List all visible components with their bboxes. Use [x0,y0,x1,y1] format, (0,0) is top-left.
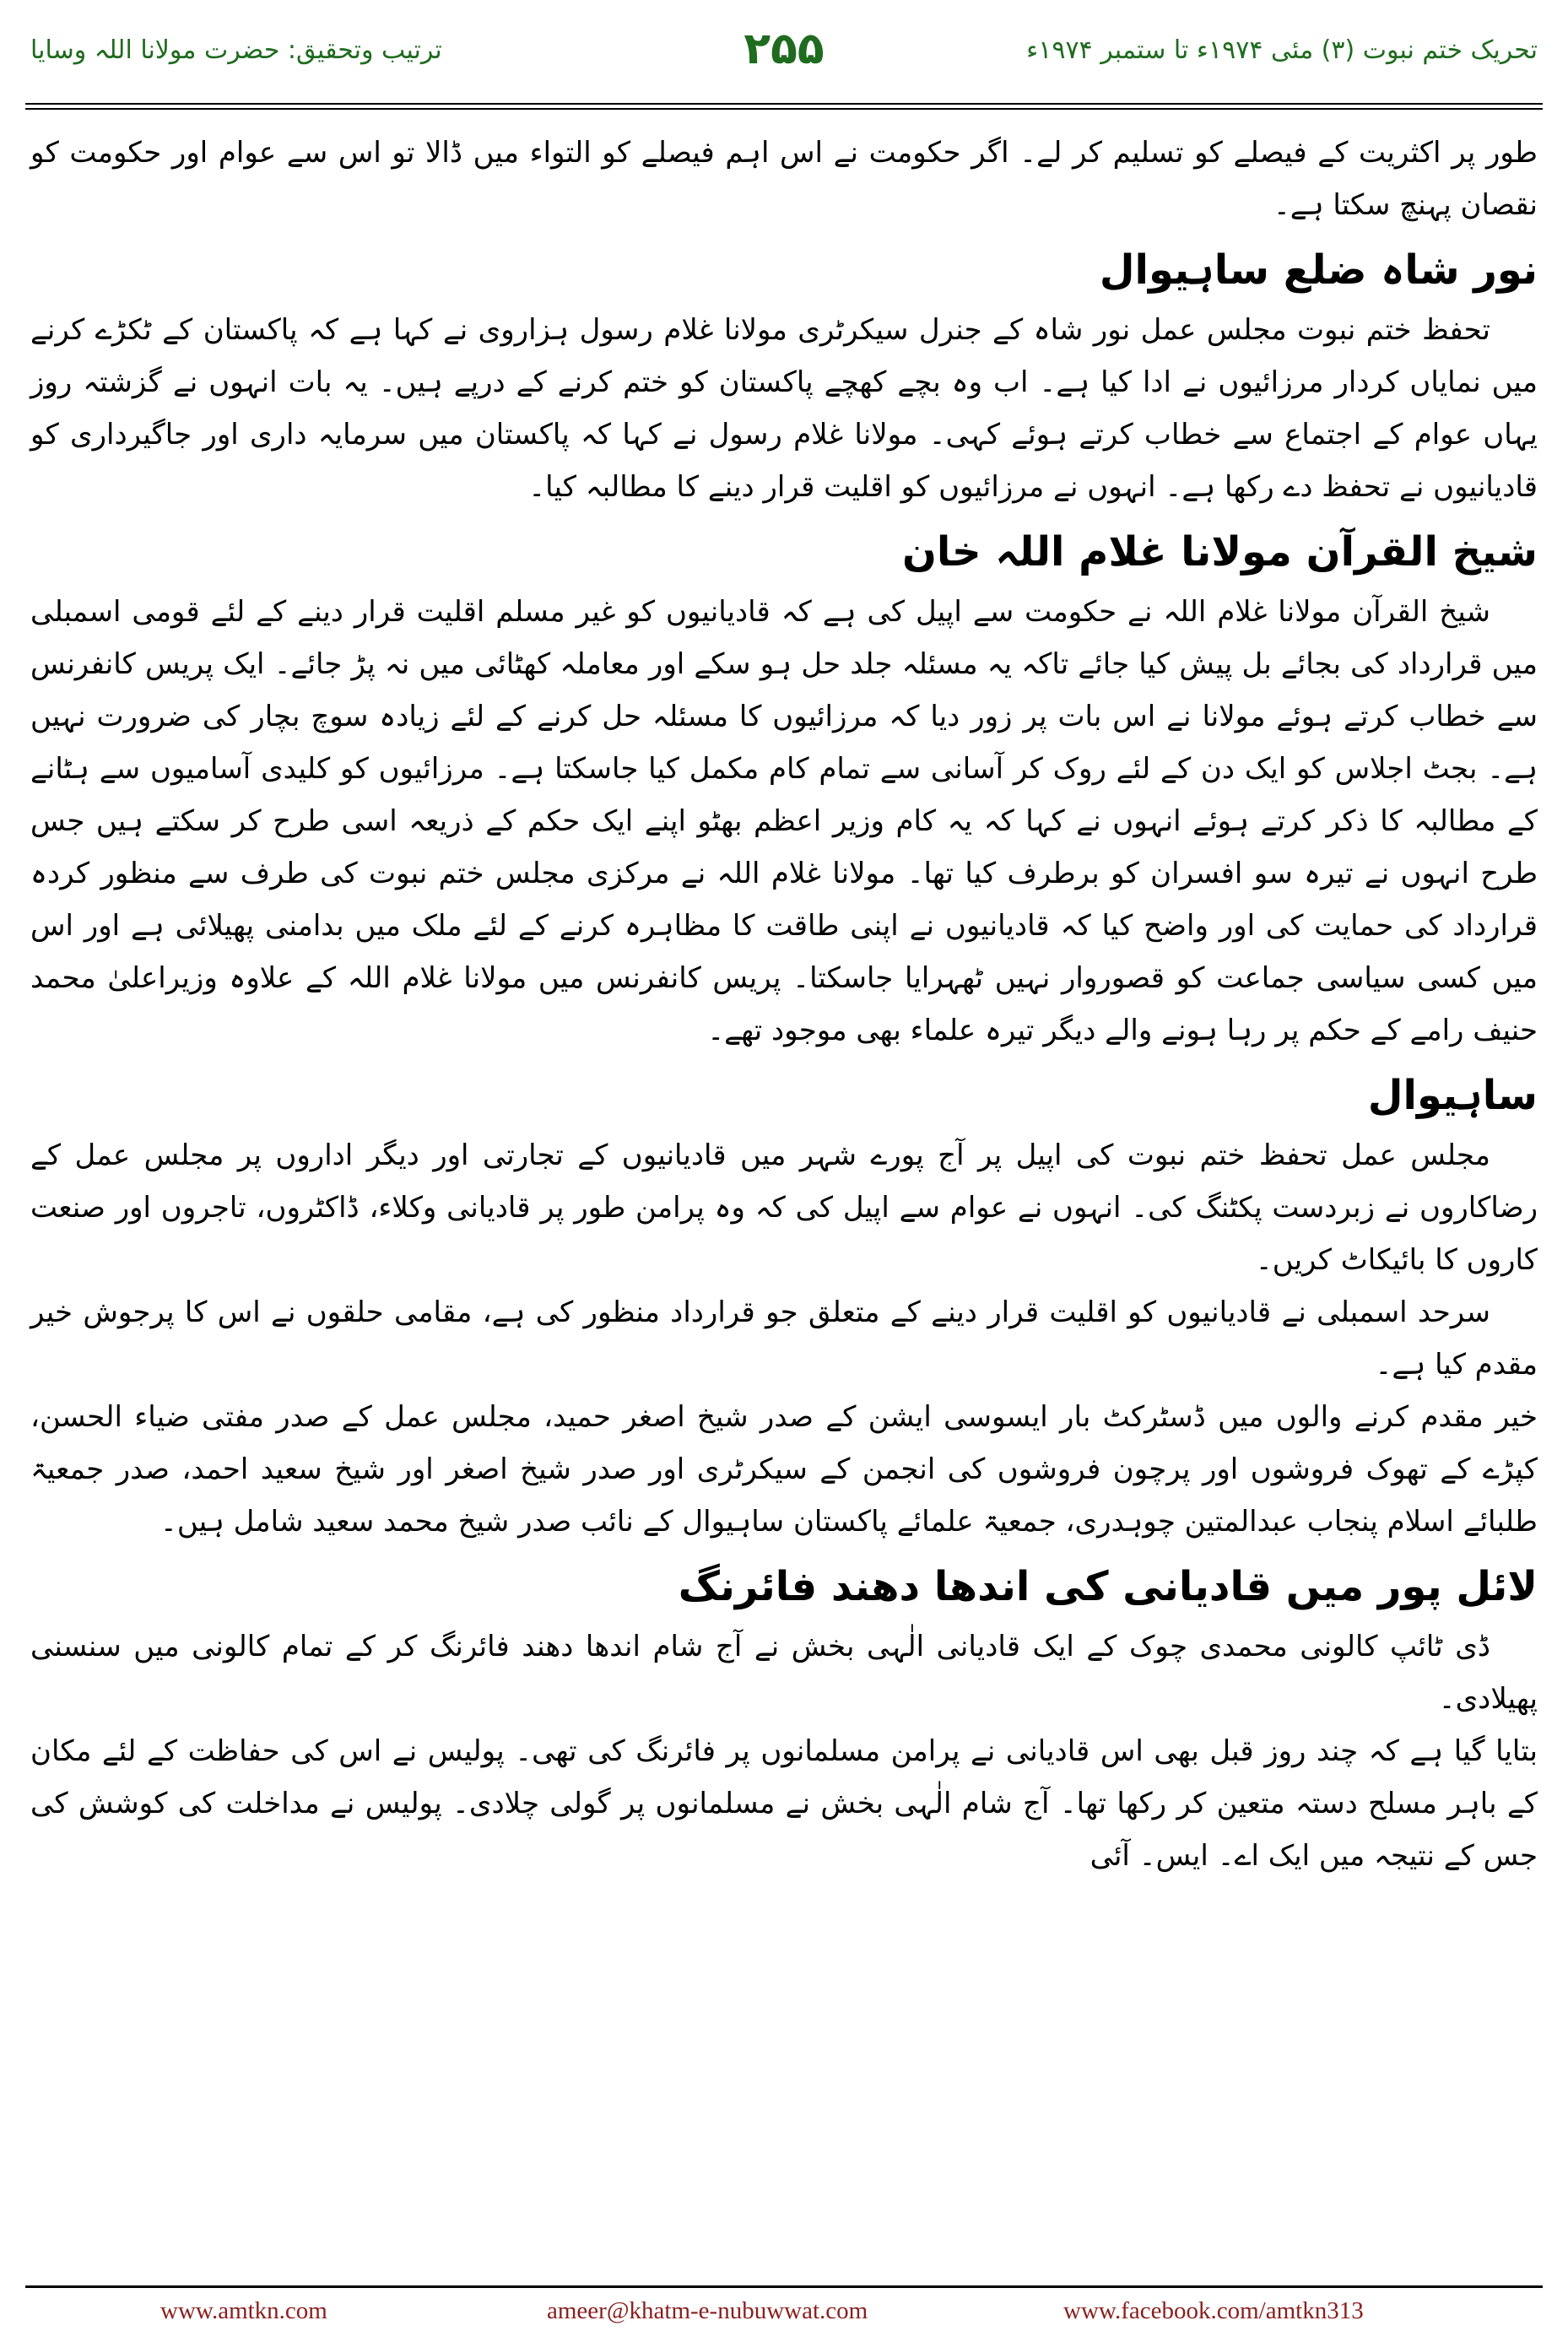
section-paragraph: خیر مقدم کرنے والوں میں ڈسٹرکٹ بار ایسوسی ایشن کے صدر شیخ اصغر حمید، مجلس عمل کے صدر مفتی ضیاء الحسن، کپڑے کے تھوک فروشوں اور پرچون فروشوں کی انجمن کے سیکرٹری اور صدر شیخ اصغر اور شیخ سعید احمد، صدر جمعیۃ طلبائے اسلام پنجاب عبدالمتین چوہدری، جمعیۃ علمائے پاکستان ساہیوال کے نائب صدر شیخ محمد سعید شامل ہیں۔ [30,1400,1538,1539]
continuation-paragraph: طور پر اکثریت کے فیصلے کو تسلیم کر لے۔ اگر حکومت نے اس اہم فیصلے کو التواء میں ڈالا تو اس سے عوام اور حکومت کو نقصان پہنچ سکتا ہے۔ [30,136,1538,222]
section-paragraph: شیخ القرآن مولانا غلام اللہ نے حکومت سے اپیل کی ہے کہ قادیانیوں کو غیر مسلم اقلیت قرار دینے کے لئے قومی اسمبلی میں قرارداد کی بجائے بل پیش کیا جائے تاکہ یہ مسئلہ جلد حل ہو سکے اور معاملہ کھٹائی میں نہ پڑ جائے۔ ایک پریس کانفرنس سے خطاب کرتے ہوئے مولانا نے اس بات پر زور دیا کہ مرزائیوں کا مسئلہ حل کرنے کے لئے زیادہ سوچ بچار کی ضرورت نہیں ہے۔ بجٹ اجلاس کو ایک دن کے لئے روک کر آسانی سے تمام کام مکمل کیا جاسکتا ہے۔ مرزائیوں کو کلیدی آسامیوں سے ہٹانے کے مطالبہ کا ذکر کرتے ہوئے انہوں نے کہا کہ یہ کام وزیر اعظم بھٹو اپنے ایک حکم کے ذریعہ اسی طرح کر سکتے ہیں جس طرح انہوں نے تیرہ سو افسران کو برطرف کیا تھا۔ مولانا غلام اللہ نے مرکزی مجلس ختم نبوت کی طرف سے منظور کردہ قرارداد کی حمایت کی اور واضح کیا کہ قادیانیوں نے اپنی طاقت کا مظاہرہ کرنے کے لئے ملک میں بدامنی پھیلائی ہے اور اس میں کسی سیاسی جماعت کو قصوروار نہیں ٹھہرایا جاسکتا۔ پریس کانفرنس میں مولانا غلام اللہ کے علاوہ وزیراعلیٰ محمد حنیف رامے کے حکم پر رہا ہونے والے دیگر تیرہ علماء بھی موجود تھے۔ [30,595,1538,1047]
website-link[interactable]: www.amtkn.com [160,2297,327,2324]
book-title: تحریک ختم نبوت (۳) مئی ۱۹۷۴ء تا ستمبر ۱۹۷۴ء [1026,35,1538,65]
section-paragraph: تحفظ ختم نبوت مجلس عمل نور شاہ کے جنرل سیکرٹری مولانا غلام رسول ہزاروی نے کہا ہے کہ پاکستان کے ٹکڑے کرنے میں نمایاں کردار مرزائیوں نے ادا کیا ہے۔ اب وہ بچے کھچے پاکستان کو ختم کرنے کے درپے ہیں۔ یہ بات انہوں نے گزشتہ روز یہاں عوام کے اجتماع سے خطاب کرتے ہوئے کہی۔ مولانا غلام رسول نے کہا کہ پاکستان میں سرمایہ داری اور جاگیرداری کو قادیانیوں نے تحفظ دے رکھا ہے۔ انہوں نے مرزائیوں کو اقلیت قرار دینے کا مطالبہ کیا۔ [30,313,1538,504]
section-heading: شیخ القرآن مولانا غلام اللہ خان [901,528,1538,576]
section-paragraph: مجلس عمل تحفظ ختم نبوت کی اپیل پر آج پورے شہر میں قادیانیوں کے تجارتی اور دیگر اداروں پر مجلس عمل کے رضاکاروں نے زبردست پکٹنگ کی۔ انہوں نے عوام سے اپیل کی کہ وہ پرامن طور پر قادیانی وکلاء، ڈاکٹروں، تاجروں اور صنعت کاروں کا بائیکاٹ کریں۔ [30,1139,1538,1277]
section-paragraph: ڈی ٹائپ کالونی محمدی چوک کے ایک قادیانی الٰہی بخش نے آج شام اندھا دھند فائرنگ کر کے تمام کالونی میں سنسنی پھیلادی۔ [30,1630,1538,1716]
facebook-link[interactable]: www.facebook.com/amtkn313 [1063,2297,1364,2324]
section-heading: نور شاہ ضلع ساہیوال [1099,246,1538,294]
page-header [0,0,1568,101]
header-divider [25,103,1543,110]
footer-divider [25,2285,1543,2288]
section-paragraph: بتایا گیا ہے کہ چند روز قبل بھی اس قادیانی نے پرامن مسلمانوں پر فائرنگ کی تھی۔ پولیس نے اس کی حفاظت کے لئے مکان کے باہر مسلح دستہ متعین کر رکھا تھا۔ آج شام الٰہی بخش نے مسلمانوں پر گولی چلادی۔ پولیس نے مداخلت کی کوشش کی جس کے نتیجہ میں ایک اے۔ ایس۔ آئی [30,1734,1538,1873]
compiler-credit: ترتیب وتحقیق: حضرت مولانا اللہ وسایا [30,35,442,65]
page-number: ۲۵۵ [743,24,825,74]
section-paragraph: سرحد اسمبلی نے قادیانیوں کو اقلیت قرار دینے کے متعلق جو قرارداد منظور کی ہے، مقامی حلقوں نے اس کا پرجوش خیر مقدم کیا ہے۔ [30,1295,1538,1382]
page-body [30,127,1538,1882]
section-heading: لائل پور میں قادیانی کی اندھا دھند فائرنگ [678,1563,1538,1610]
email-link[interactable]: ameer@khatm-e-nubuwwat.com [547,2297,868,2324]
page-footer [0,2297,1568,2331]
section-heading: ساہیوال [1367,1072,1538,1119]
